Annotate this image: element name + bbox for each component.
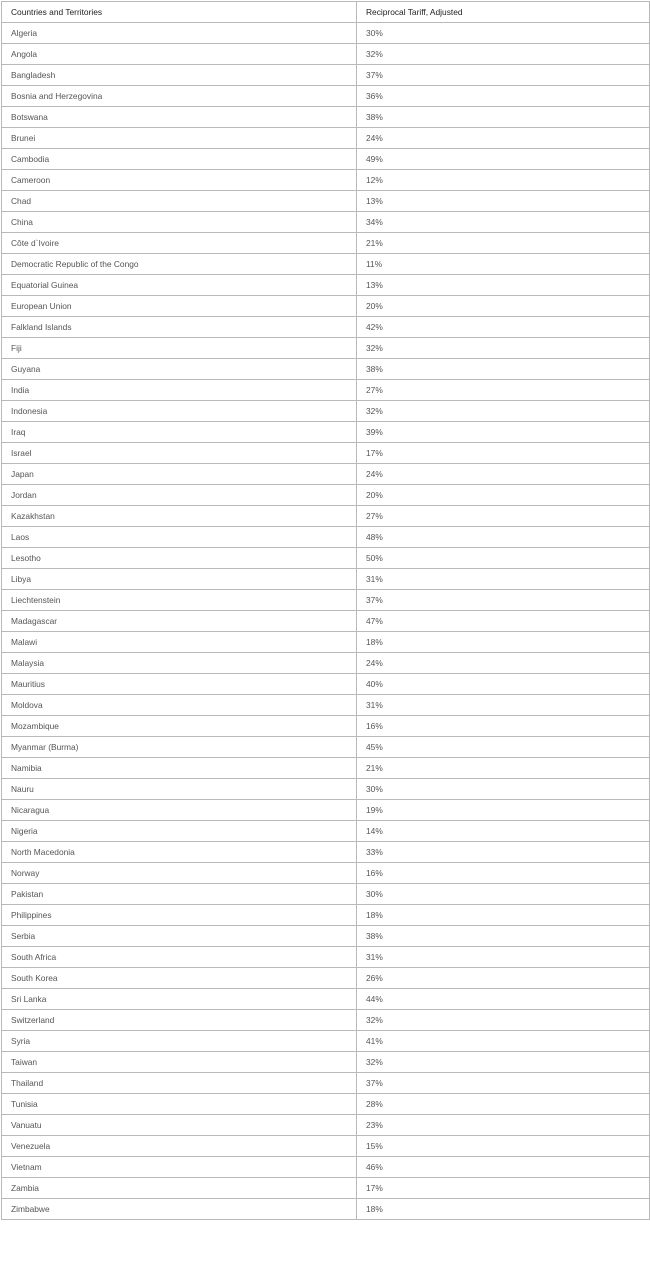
table-row — [2, 926, 650, 947]
tariff-cell: 24% — [357, 464, 650, 485]
country-cell: Syria — [2, 1031, 357, 1052]
country-cell: China — [2, 212, 357, 233]
tariff-cell: 38% — [357, 926, 650, 947]
tariff-cell: 16% — [357, 716, 650, 737]
table-row — [2, 779, 650, 800]
table-row — [2, 611, 650, 632]
country-cell: India — [2, 380, 357, 401]
table-row — [2, 107, 650, 128]
table-row — [2, 863, 650, 884]
country-cell: Pakistan — [2, 884, 357, 905]
column-header-country: Countries and Territories — [2, 2, 357, 23]
tariff-cell: 40% — [357, 674, 650, 695]
country-cell: Malaysia — [2, 653, 357, 674]
tariff-cell: 18% — [357, 1199, 650, 1220]
tariff-cell: 15% — [357, 1136, 650, 1157]
table-row — [2, 716, 650, 737]
country-cell: Côte d`Ivoire — [2, 233, 357, 254]
table-row — [2, 1199, 650, 1220]
country-cell: South Africa — [2, 947, 357, 968]
table-row — [2, 65, 650, 86]
tariff-cell: 32% — [357, 1010, 650, 1031]
tariff-cell: 47% — [357, 611, 650, 632]
tariff-cell: 36% — [357, 86, 650, 107]
table-row — [2, 905, 650, 926]
country-cell: Libya — [2, 569, 357, 590]
tariff-cell: 11% — [357, 254, 650, 275]
table-row — [2, 401, 650, 422]
country-cell: Moldova — [2, 695, 357, 716]
tariff-cell: 31% — [357, 569, 650, 590]
tariff-cell: 38% — [357, 107, 650, 128]
table-row — [2, 191, 650, 212]
tariff-cell: 27% — [357, 506, 650, 527]
table-row — [2, 380, 650, 401]
tariff-cell: 30% — [357, 23, 650, 44]
table-row — [2, 296, 650, 317]
tariff-cell: 37% — [357, 590, 650, 611]
table-row — [2, 128, 650, 149]
tariff-cell: 27% — [357, 380, 650, 401]
table-row — [2, 1157, 650, 1178]
table-body — [2, 23, 650, 1220]
tariff-cell: 13% — [357, 191, 650, 212]
country-cell: Bangladesh — [2, 65, 357, 86]
tariff-cell: 39% — [357, 422, 650, 443]
table-row — [2, 821, 650, 842]
table-row — [2, 800, 650, 821]
tariff-cell: 31% — [357, 947, 650, 968]
country-cell: Japan — [2, 464, 357, 485]
table-row — [2, 1094, 650, 1115]
table-row — [2, 359, 650, 380]
tariff-cell: 32% — [357, 44, 650, 65]
tariff-cell: 21% — [357, 758, 650, 779]
country-cell: Cameroon — [2, 170, 357, 191]
tariff-cell: 23% — [357, 1115, 650, 1136]
tariff-cell: 49% — [357, 149, 650, 170]
country-cell: Kazakhstan — [2, 506, 357, 527]
tariff-cell: 32% — [357, 338, 650, 359]
table-row — [2, 968, 650, 989]
table-row — [2, 569, 650, 590]
country-cell: Sri Lanka — [2, 989, 357, 1010]
table-row — [2, 548, 650, 569]
country-cell: Switzerland — [2, 1010, 357, 1031]
country-cell: Democratic Republic of the Congo — [2, 254, 357, 275]
country-cell: Angola — [2, 44, 357, 65]
country-cell: Malawi — [2, 632, 357, 653]
country-cell: North Macedonia — [2, 842, 357, 863]
table-row — [2, 737, 650, 758]
country-cell: Philippines — [2, 905, 357, 926]
table-row — [2, 1010, 650, 1031]
table-row — [2, 170, 650, 191]
country-cell: Zambia — [2, 1178, 357, 1199]
table-row — [2, 485, 650, 506]
tariff-cell: 16% — [357, 863, 650, 884]
table-row — [2, 422, 650, 443]
tariff-cell: 19% — [357, 800, 650, 821]
table-row — [2, 443, 650, 464]
table-row — [2, 254, 650, 275]
tariff-cell: 13% — [357, 275, 650, 296]
country-cell: Lesotho — [2, 548, 357, 569]
country-cell: Serbia — [2, 926, 357, 947]
table-row — [2, 212, 650, 233]
country-cell: Jordan — [2, 485, 357, 506]
tariff-cell: 32% — [357, 401, 650, 422]
country-cell: Venezuela — [2, 1136, 357, 1157]
country-cell: Taiwan — [2, 1052, 357, 1073]
country-cell: Namibia — [2, 758, 357, 779]
tariff-cell: 14% — [357, 821, 650, 842]
country-cell: Equatorial Guinea — [2, 275, 357, 296]
table-row — [2, 842, 650, 863]
tariff-cell: 34% — [357, 212, 650, 233]
table-row — [2, 590, 650, 611]
table-row — [2, 86, 650, 107]
table-row — [2, 947, 650, 968]
tariff-cell: 20% — [357, 296, 650, 317]
country-cell: Algeria — [2, 23, 357, 44]
country-cell: Brunei — [2, 128, 357, 149]
tariff-cell: 45% — [357, 737, 650, 758]
table-row — [2, 275, 650, 296]
table-row — [2, 44, 650, 65]
tariff-cell: 41% — [357, 1031, 650, 1052]
country-cell: Thailand — [2, 1073, 357, 1094]
table-row — [2, 1031, 650, 1052]
table-row — [2, 506, 650, 527]
country-cell: South Korea — [2, 968, 357, 989]
country-cell: Zimbabwe — [2, 1199, 357, 1220]
country-cell: European Union — [2, 296, 357, 317]
table-row — [2, 989, 650, 1010]
table-row — [2, 338, 650, 359]
country-cell: Norway — [2, 863, 357, 884]
country-cell: Guyana — [2, 359, 357, 380]
tariff-cell: 21% — [357, 233, 650, 254]
country-cell: Falkland Islands — [2, 317, 357, 338]
tariff-cell: 18% — [357, 905, 650, 926]
tariff-cell: 37% — [357, 1073, 650, 1094]
tariff-cell: 24% — [357, 653, 650, 674]
tariff-cell: 31% — [357, 695, 650, 716]
country-cell: Indonesia — [2, 401, 357, 422]
tariff-cell: 18% — [357, 632, 650, 653]
table-row — [2, 233, 650, 254]
country-cell: Vanuatu — [2, 1115, 357, 1136]
tariff-table-container — [0, 1, 648, 1220]
country-cell: Iraq — [2, 422, 357, 443]
table-row — [2, 1178, 650, 1199]
country-cell: Laos — [2, 527, 357, 548]
tariff-cell: 26% — [357, 968, 650, 989]
tariff-cell: 12% — [357, 170, 650, 191]
tariff-cell: 44% — [357, 989, 650, 1010]
tariff-cell: 30% — [357, 884, 650, 905]
table-row — [2, 149, 650, 170]
table-row — [2, 317, 650, 338]
tariff-table — [1, 1, 650, 1220]
tariff-cell: 38% — [357, 359, 650, 380]
country-cell: Chad — [2, 191, 357, 212]
table-row — [2, 884, 650, 905]
country-cell: Nauru — [2, 779, 357, 800]
tariff-cell: 17% — [357, 1178, 650, 1199]
table-row — [2, 1073, 650, 1094]
tariff-cell: 37% — [357, 65, 650, 86]
tariff-cell: 46% — [357, 1157, 650, 1178]
tariff-cell: 28% — [357, 1094, 650, 1115]
country-cell: Mozambique — [2, 716, 357, 737]
country-cell: Cambodia — [2, 149, 357, 170]
table-row — [2, 695, 650, 716]
country-cell: Mauritius — [2, 674, 357, 695]
country-cell: Vietnam — [2, 1157, 357, 1178]
tariff-cell: 48% — [357, 527, 650, 548]
table-row — [2, 758, 650, 779]
table-row — [2, 464, 650, 485]
country-cell: Fiji — [2, 338, 357, 359]
tariff-cell: 33% — [357, 842, 650, 863]
country-cell: Nicaragua — [2, 800, 357, 821]
table-row — [2, 674, 650, 695]
country-cell: Israel — [2, 443, 357, 464]
country-cell: Tunisia — [2, 1094, 357, 1115]
tariff-cell: 20% — [357, 485, 650, 506]
tariff-cell: 24% — [357, 128, 650, 149]
column-header-tariff: Reciprocal Tariff, Adjusted — [357, 2, 650, 23]
country-cell: Bosnia and Herzegovina — [2, 86, 357, 107]
country-cell: Myanmar (Burma) — [2, 737, 357, 758]
table-row — [2, 1115, 650, 1136]
country-cell: Botswana — [2, 107, 357, 128]
table-row — [2, 1136, 650, 1157]
table-row — [2, 653, 650, 674]
tariff-cell: 30% — [357, 779, 650, 800]
country-cell: Liechtenstein — [2, 590, 357, 611]
tariff-cell: 50% — [357, 548, 650, 569]
table-header-row — [2, 2, 650, 23]
table-row — [2, 23, 650, 44]
tariff-cell: 32% — [357, 1052, 650, 1073]
table-row — [2, 1052, 650, 1073]
country-cell: Nigeria — [2, 821, 357, 842]
table-row — [2, 527, 650, 548]
tariff-cell: 17% — [357, 443, 650, 464]
table-row — [2, 632, 650, 653]
country-cell: Madagascar — [2, 611, 357, 632]
tariff-cell: 42% — [357, 317, 650, 338]
